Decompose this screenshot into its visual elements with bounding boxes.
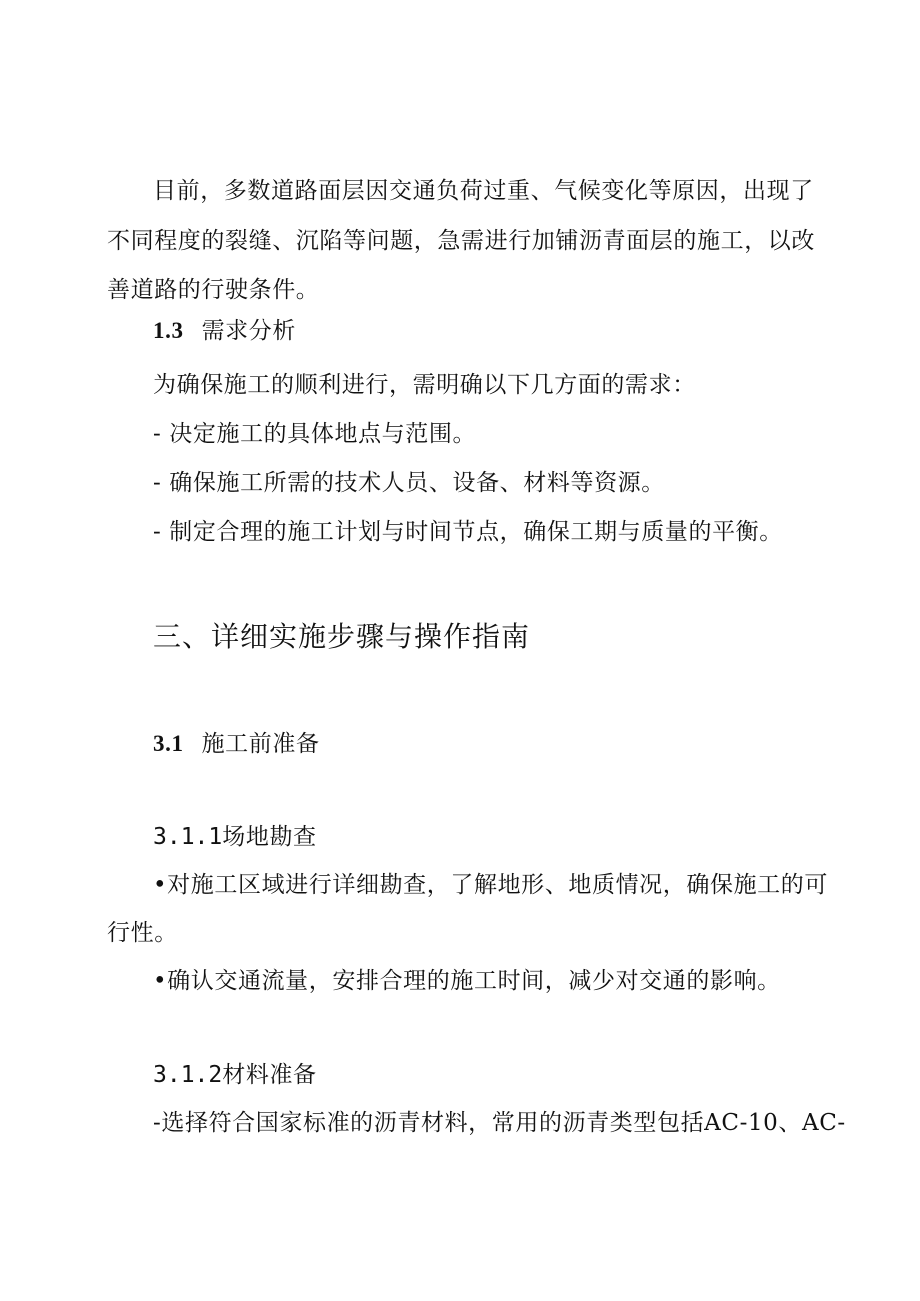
section-3-1-2-number: 3.1.2 [153,1062,223,1088]
section-1-3-item-1: - 决定施工的具体地点与范围。 [153,421,477,447]
section-3-1-1-bullet-2: •确认交通流量，安排合理的施工时间，减少对交通的影响。 [153,968,781,994]
section-1-3-item-2: - 确保施工所需的技术人员、设备、材料等资源。 [153,470,665,496]
section-3-1-2-item-1-line-1: -选择符合国家标准的沥青材料，常用的沥青类型包括AC-10、AC- [153,1110,846,1136]
section-3-1-1-bullet-1-line-1: •对施工区域进行详细勘查，了解地形、地质情况，确保施工的可 [153,872,828,898]
section-3-1-heading [153,729,320,759]
section-3-1-number: 3.1 [153,731,184,756]
section-3-1-1-number: 3.1.1 [153,824,223,850]
section-1-3-title: 需求分析 [201,318,296,344]
section-3-1-1-bullet-1-line-2: 行性。 [107,920,178,946]
intro-line-3: 善道路的行驶条件。 [107,277,320,303]
section-3-1-2-heading [153,1060,317,1090]
intro-line-2: 不同程度的裂缝、沉陷等问题，急需进行加铺沥青面层的施工，以改 [107,228,815,254]
section-1-3-number: 1.3 [153,318,184,343]
section-3-1-title: 施工前准备 [201,731,320,757]
section-3-1-1-heading [153,822,317,852]
section-3-1-1-title: 场地勘查 [222,824,317,850]
section-1-3-item-3: - 制定合理的施工计划与时间节点，确保工期与质量的平衡。 [153,519,783,545]
section-1-3-lead: 为确保施工的顺利进行，需明确以下几方面的需求： [153,372,696,398]
intro-line-1: 目前，多数道路面层因交通负荷过重、气候变化等原因，出现了 [153,178,814,204]
section-1-3-heading [153,316,296,346]
chapter-3-title: 三、详细实施步骤与操作指南 [153,620,531,653]
section-3-1-2-title: 材料准备 [222,1062,317,1088]
